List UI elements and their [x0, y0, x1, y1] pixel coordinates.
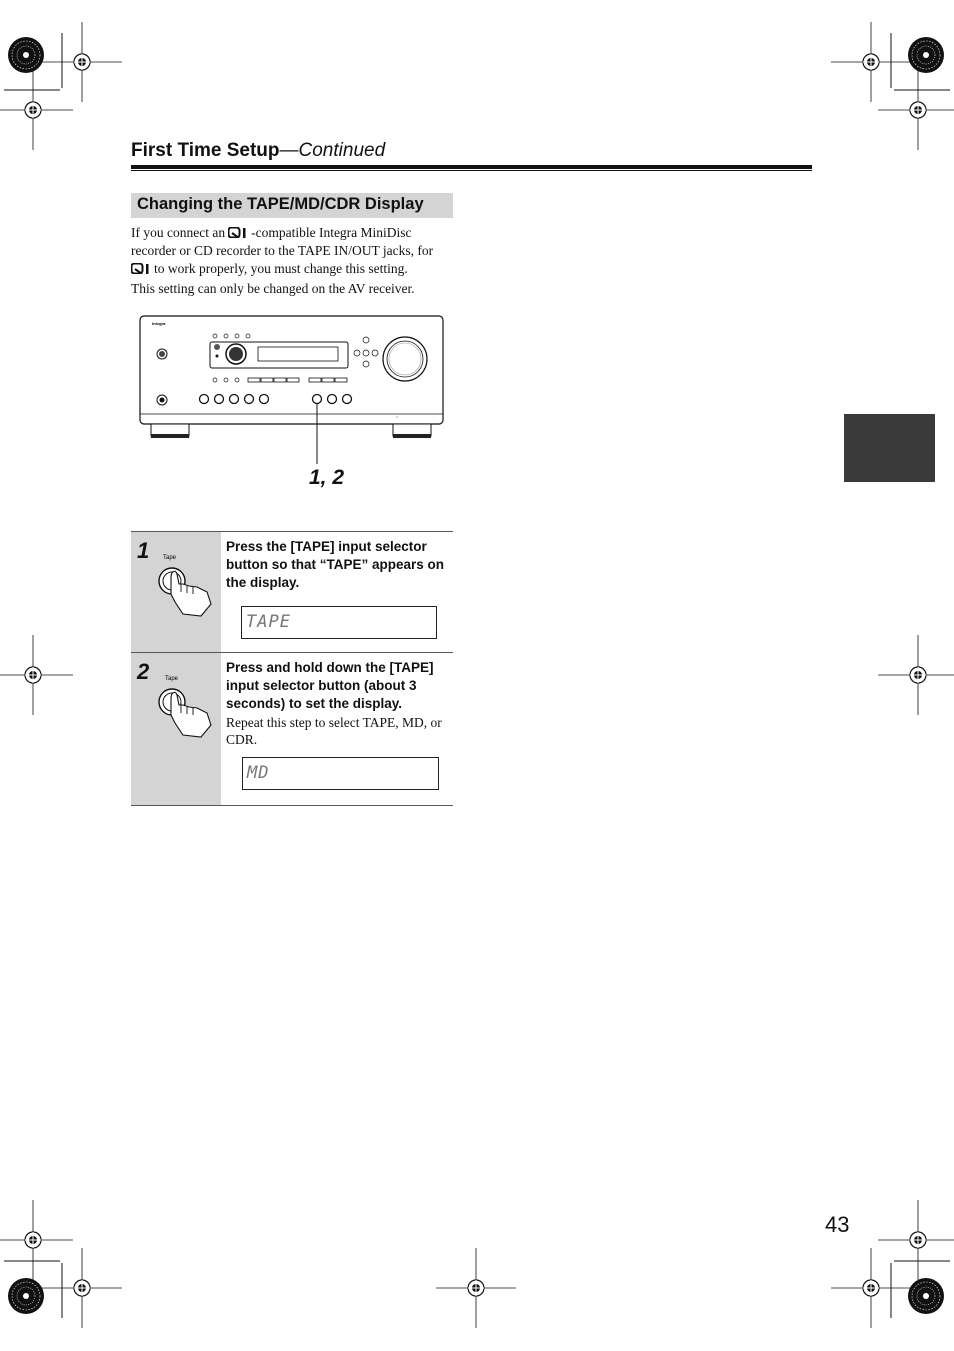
step-2-display-text: MD — [247, 763, 270, 783]
intro-line1-post: -compatible Integra MiniDisc — [251, 225, 412, 240]
receiver-front-panel-illustration — [138, 314, 448, 474]
step-1-display-text: TAPE — [246, 612, 291, 632]
step-1-instruction: Press the [TAPE] input selector button so that “TAPE” appears on the display. — [226, 539, 445, 590]
step-1 — [131, 531, 453, 652]
intro-paragraph — [131, 224, 461, 298]
svg-text:○: ○ — [396, 415, 399, 419]
brand-label: Integra — [152, 321, 166, 326]
press-button-hand-icon — [153, 675, 215, 745]
press-button-hand-icon — [153, 554, 215, 624]
step-2-display-panel — [242, 757, 439, 790]
page-number: 43 — [825, 1212, 850, 1237]
step-1-number: 1 — [137, 538, 150, 563]
header-rule — [131, 165, 812, 169]
steps-table — [131, 531, 453, 806]
chapter-side-tab — [844, 414, 935, 482]
step-2-button-label: Tape — [165, 676, 179, 682]
step-2-instruction: Press and hold down the [TAPE] input selector button (about 3 seconds) to set the display. — [226, 660, 434, 711]
intro-line4: This setting can only be changed on the AV receiver. — [131, 281, 415, 296]
header-continued-text: —Continued — [279, 140, 386, 161]
ri-logo-icon — [131, 263, 151, 274]
ri-logo-icon — [228, 227, 248, 238]
callout-label: 1, 2 — [309, 466, 345, 489]
step-1-button-label: Tape — [163, 555, 177, 561]
page-header-title — [131, 140, 385, 162]
step-2-detail: Repeat this step to select TAPE, MD, or CDR. — [226, 715, 442, 747]
intro-line1-pre: If you connect an — [131, 225, 226, 240]
header-title-text: First Time Setup — [131, 140, 280, 161]
step-2 — [131, 652, 453, 806]
intro-line2: recorder or CD recorder to the TAPE IN/OUT jacks, for — [131, 243, 434, 258]
intro-line3-post: to work properly, you must change this setting. — [154, 261, 408, 276]
section-title: Changing the TAPE/MD/CDR Display — [137, 195, 424, 213]
step-1-display-panel — [241, 606, 437, 639]
step-2-number: 2 — [137, 659, 150, 684]
header-rule-thin — [131, 170, 812, 171]
